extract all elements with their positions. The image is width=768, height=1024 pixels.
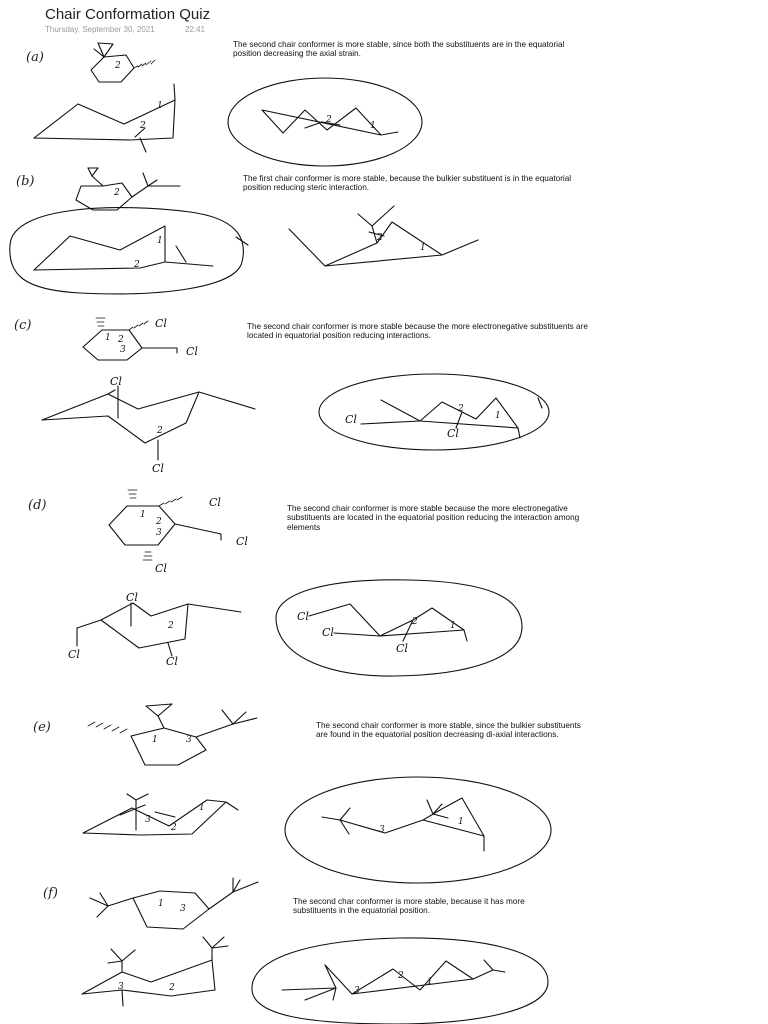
sketch-d-chair2-cl-1: Cl xyxy=(297,610,309,623)
answer-f: The second char conformer is more stable, because it has more substituents in the equatorial position. xyxy=(293,897,525,916)
answer-a: The second chair conformer is more stable, since both the substituents are in the equatorial position decreasing the axial strain. xyxy=(233,40,565,59)
sketch-d-chair2-circled xyxy=(276,580,522,676)
sketch-d-cl-2: Cl xyxy=(236,535,248,548)
sketch-c-chair1 xyxy=(42,375,255,475)
sketch-d-cl-1: Cl xyxy=(209,496,221,509)
question-label-f: (f) xyxy=(43,886,58,901)
sketch-c-chair2-num2: 2 xyxy=(458,404,464,414)
sketch-d-num3: 3 xyxy=(156,528,162,538)
sketch-e-chair1 xyxy=(83,794,238,835)
sketch-d-chair1-cl-bottom: Cl xyxy=(166,655,178,668)
sketch-e-num3: 3 xyxy=(186,735,192,745)
note-date: Thursday, September 30, 2021 xyxy=(45,25,155,34)
sketch-f-num1: 1 xyxy=(158,899,164,909)
sketch-f-chair2-num1: 1 xyxy=(427,977,433,987)
sketch-c-chair1-cl-top: Cl xyxy=(110,375,122,388)
sketch-d-num1: 1 xyxy=(140,510,146,520)
sketch-d-chair1-num2: 2 xyxy=(168,621,174,631)
sketch-d-chair1-cl-top: Cl xyxy=(126,591,138,604)
sketch-a-chair2-circled xyxy=(228,78,422,166)
sketch-e-chair1-num3: 3 xyxy=(145,815,151,825)
sketch-c-chair1-num2: 2 xyxy=(157,426,163,436)
answer-e: The second chair conformer is more stable, since the bulkier substituents are found in the equatorial position decreasing di-axial interactions. xyxy=(316,721,581,740)
sketch-d-chair1 xyxy=(68,591,241,668)
sketch-b-chair1-num1: 1 xyxy=(157,236,163,246)
sketch-b-hexagon xyxy=(76,168,180,210)
sketch-c-num1: 1 xyxy=(105,333,111,343)
sketch-b-num: 2 xyxy=(114,188,120,198)
sketch-d-cl-3: Cl xyxy=(155,562,167,575)
sketch-c-cl-1: Cl xyxy=(155,317,167,330)
sketch-a-chair1-num1: 1 xyxy=(157,101,163,111)
sketch-c-chair2-cl-2: Cl xyxy=(447,427,459,440)
sketch-f-chair2-num3: 3 xyxy=(354,986,360,996)
sketch-b-chair2-num2: 2 xyxy=(377,233,383,243)
sketch-a-chair1-num2: 2 xyxy=(140,121,146,131)
sketch-c-chair2-circled xyxy=(319,374,549,450)
page-title: Chair Conformation Quiz xyxy=(45,6,211,23)
sketch-f-num3: 3 xyxy=(180,904,186,914)
sketch-a-chair1 xyxy=(34,84,175,152)
sketch-c-chair2-num1: 1 xyxy=(495,411,501,421)
sketch-f-chair1 xyxy=(82,937,228,1006)
sketch-e-hexagon xyxy=(88,704,257,765)
sketch-c-chair1-cl-bottom: Cl xyxy=(152,462,164,475)
question-label-d: (d) xyxy=(28,498,47,513)
sketch-e-chair2-num1: 1 xyxy=(458,817,464,827)
sketch-e-chair2-num3: 3 xyxy=(379,825,385,835)
sketch-a-num: 2 xyxy=(115,61,121,71)
sketch-d-chair2-num1: 1 xyxy=(450,621,456,631)
sketch-c-cl-2: Cl xyxy=(186,345,198,358)
sketch-c-num3: 3 xyxy=(120,345,126,355)
sketch-d-chair2-cl-2: Cl xyxy=(322,626,334,639)
sketch-e-chair1-num2: 2 xyxy=(171,823,177,833)
answer-b: The first chair conformer is more stable, because the bulkier substituent is in the equatorial position reducing steric interaction. xyxy=(243,174,572,193)
sketch-f-chair1-num3: 3 xyxy=(118,982,124,992)
sketch-d-chair2-cl-3: Cl xyxy=(396,642,408,655)
note-time: 22:41 xyxy=(184,25,205,34)
sketch-f-chair2-num2: 2 xyxy=(398,971,404,981)
sketch-e-num1: 1 xyxy=(152,735,158,745)
sketch-f-chair2-circled xyxy=(252,938,548,1024)
answer-c: The second chair conformer is more stable because the more electronegative substituents are located in equatorial position reducing interactions. xyxy=(247,322,588,341)
sketch-e-chair2-circled xyxy=(285,777,551,883)
sketch-b-chair2-num1: 1 xyxy=(420,243,426,253)
question-label-c: (c) xyxy=(14,318,32,333)
sketch-a-chair2-num1: 1 xyxy=(370,121,376,131)
sketch-c-hexagon xyxy=(83,317,198,360)
sketch-b-chair2 xyxy=(289,206,478,266)
question-label-b: (b) xyxy=(16,174,35,189)
question-label-a: (a) xyxy=(26,50,44,65)
sketch-c-chair2-cl-1: Cl xyxy=(345,413,357,426)
sketch-d-chair2-num2: 2 xyxy=(412,617,418,627)
sketch-b-chair1-num2: 2 xyxy=(134,260,140,270)
answer-d: The second chair conformer is more stable because the more electronegative substituents are located in the equatorial position reducing the interaction among elements xyxy=(287,504,580,532)
sketch-b-chair1-circled xyxy=(10,208,248,294)
sketch-f-hexagon xyxy=(90,878,258,929)
sketch-a-hexagon xyxy=(91,43,155,82)
sketch-e-chair1-num1: 1 xyxy=(199,803,205,813)
sketch-d-hexagon xyxy=(109,490,248,575)
sketch-f-chair1-num2: 2 xyxy=(169,983,175,993)
sketch-c-num2: 2 xyxy=(118,335,124,345)
sketch-d-num2: 2 xyxy=(156,517,162,527)
question-label-e: (e) xyxy=(33,720,51,735)
sketch-d-chair1-cl-left: Cl xyxy=(68,648,80,661)
sketch-a-chair2-num2: 2 xyxy=(326,115,332,125)
